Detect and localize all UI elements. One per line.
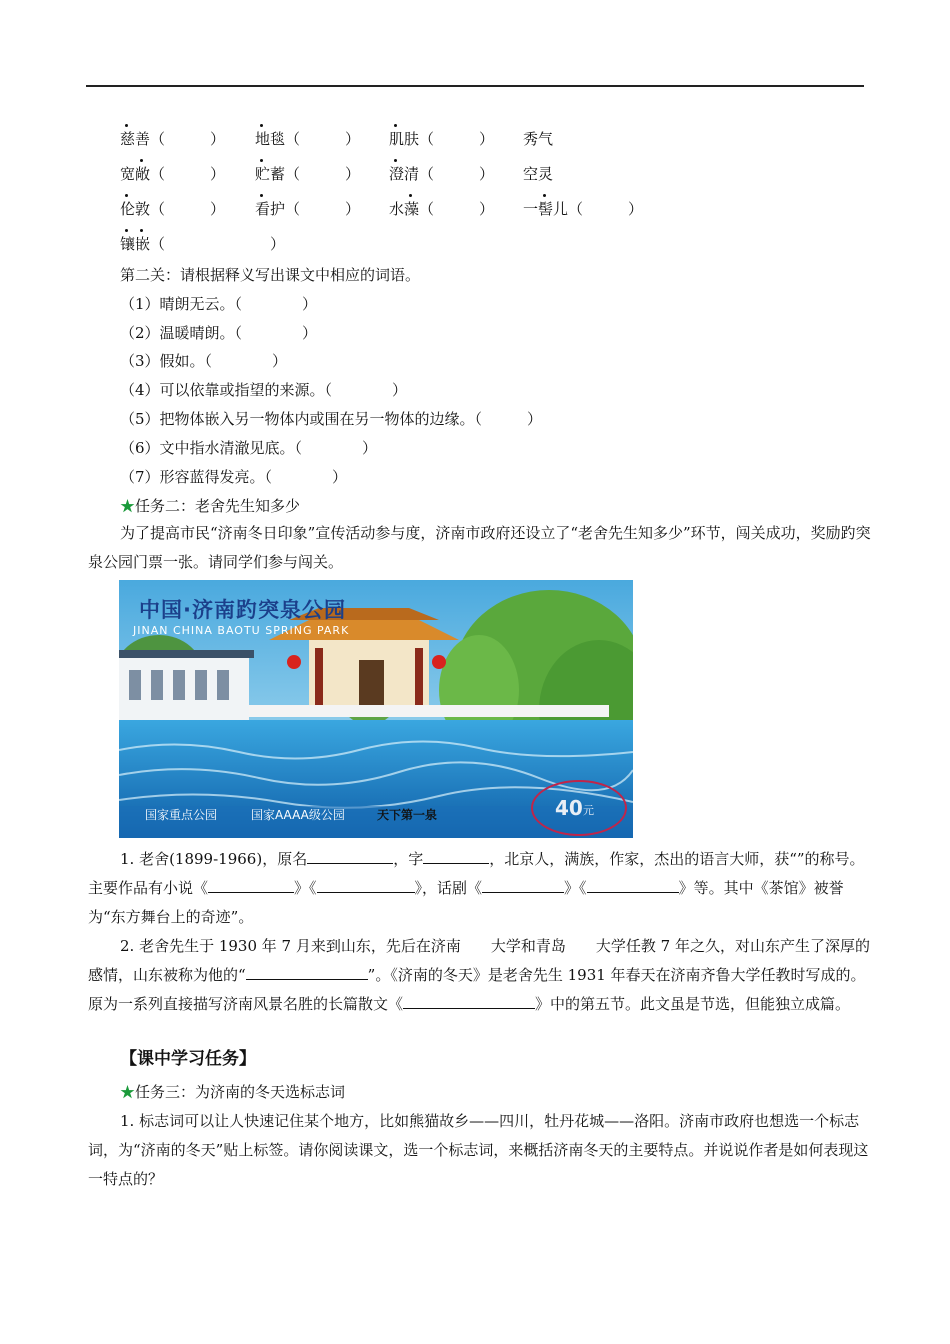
- word-item: 镶嵌（ ）: [120, 234, 285, 254]
- word-item: 一髻儿（ ）: [523, 199, 643, 219]
- header-rule: [86, 85, 864, 87]
- ticket-title: 中国·济南趵突泉公园: [139, 598, 346, 622]
- list-item: （5）把物体嵌入另一物体内或围在另一物体的边缘。（ ）: [120, 410, 543, 428]
- ticket-tag: 国家重点公园: [145, 808, 218, 822]
- ticket-tag: 天下第一泉: [377, 808, 438, 822]
- word-item: 慈善（ ）: [120, 129, 225, 149]
- star-icon: ★: [120, 1083, 136, 1101]
- task2-heading: ★任务二：老舍先生知多少: [120, 497, 301, 515]
- word-item: 水藻（ ）: [389, 199, 494, 219]
- price-stamp: 40 元: [531, 780, 627, 836]
- list-item: （4）可以依靠或指望的来源。（ ）: [120, 381, 408, 399]
- word-item: 澄清（ ）: [389, 164, 494, 184]
- level2-title: 第二关：请根据释义写出课文中相应的词语。: [120, 266, 421, 284]
- ticket-subtitle: JINAN CHINA BAOTU SPRING PARK: [133, 624, 350, 637]
- question-2: 2. 老舍先生于 1930 年 7 月来到山东，先后在济南 大学和青岛 大学任教 7 年之久，对山东产生了深厚的感情，山东被称为他的“ ”。《济南的冬天》是老舍先生 1931 年春天在济南齐鲁大学任教时写成的。原为一系列直接描写济南风景名胜的长篇散文《 》中的第五节。此文虽是节选，但能独立成篇。: [88, 937, 870, 1013]
- word-item: 看护（ ）: [255, 199, 360, 219]
- list-item: （2）温暖晴朗。（ ）: [120, 324, 318, 342]
- task3-text: 1. 标志词可以让人快速记住某个地方，比如熊猫故乡——四川，牡丹花城——洛阳。济南市政府也想选一个标志词，为“济南的冬天”贴上标签。请你阅读课文，选一个标志词，来概括济南冬天的主要特点。并说说作者是如何表现这一特点的？: [88, 1112, 869, 1188]
- question-1: 1. 老舍(1899-1966)，原名 ，字 ，北京人，满族，作家，杰出的语言大师，获“”的称号。主要作品有小说《 》《 》，话剧《 》《 》等。其中《茶馆》被誉为“东方舞台上的奇迹”。: [88, 845, 878, 932]
- star-icon: ★: [120, 497, 136, 515]
- word-item: 空灵: [523, 165, 554, 183]
- word-item: 伦敦（ ）: [120, 199, 225, 219]
- list-item: （6）文中指水清澈见底。（ ）: [120, 439, 378, 457]
- list-item: （1）晴朗无云。（ ）: [120, 295, 318, 313]
- ticket-tag: 国家AAAA级公园: [251, 808, 345, 822]
- task2-intro: 为了提高市民“济南冬日印象”宣传活动参与度，济南市政府还设立了“老舍先生知多少”环节，闯关成功，奖励趵突泉公园门票一张。请同学们参与闯关。: [88, 524, 871, 571]
- list-item: （3）假如。（ ）: [120, 352, 288, 370]
- list-item: （7）形容蓝得发亮。（ ）: [120, 468, 348, 486]
- word-item: 地毯（ ）: [255, 129, 360, 149]
- task3-heading: ★任务三：为济南的冬天选标志词: [120, 1083, 346, 1101]
- word-item: 宽敞（ ）: [120, 164, 225, 184]
- word-item: 肌肤（ ）: [389, 129, 494, 149]
- section-heading: 【课中学习任务】: [120, 1049, 256, 1069]
- park-ticket-image: [119, 580, 633, 838]
- word-item: 秀气: [523, 130, 554, 148]
- word-item: 贮蓄（ ）: [255, 164, 360, 184]
